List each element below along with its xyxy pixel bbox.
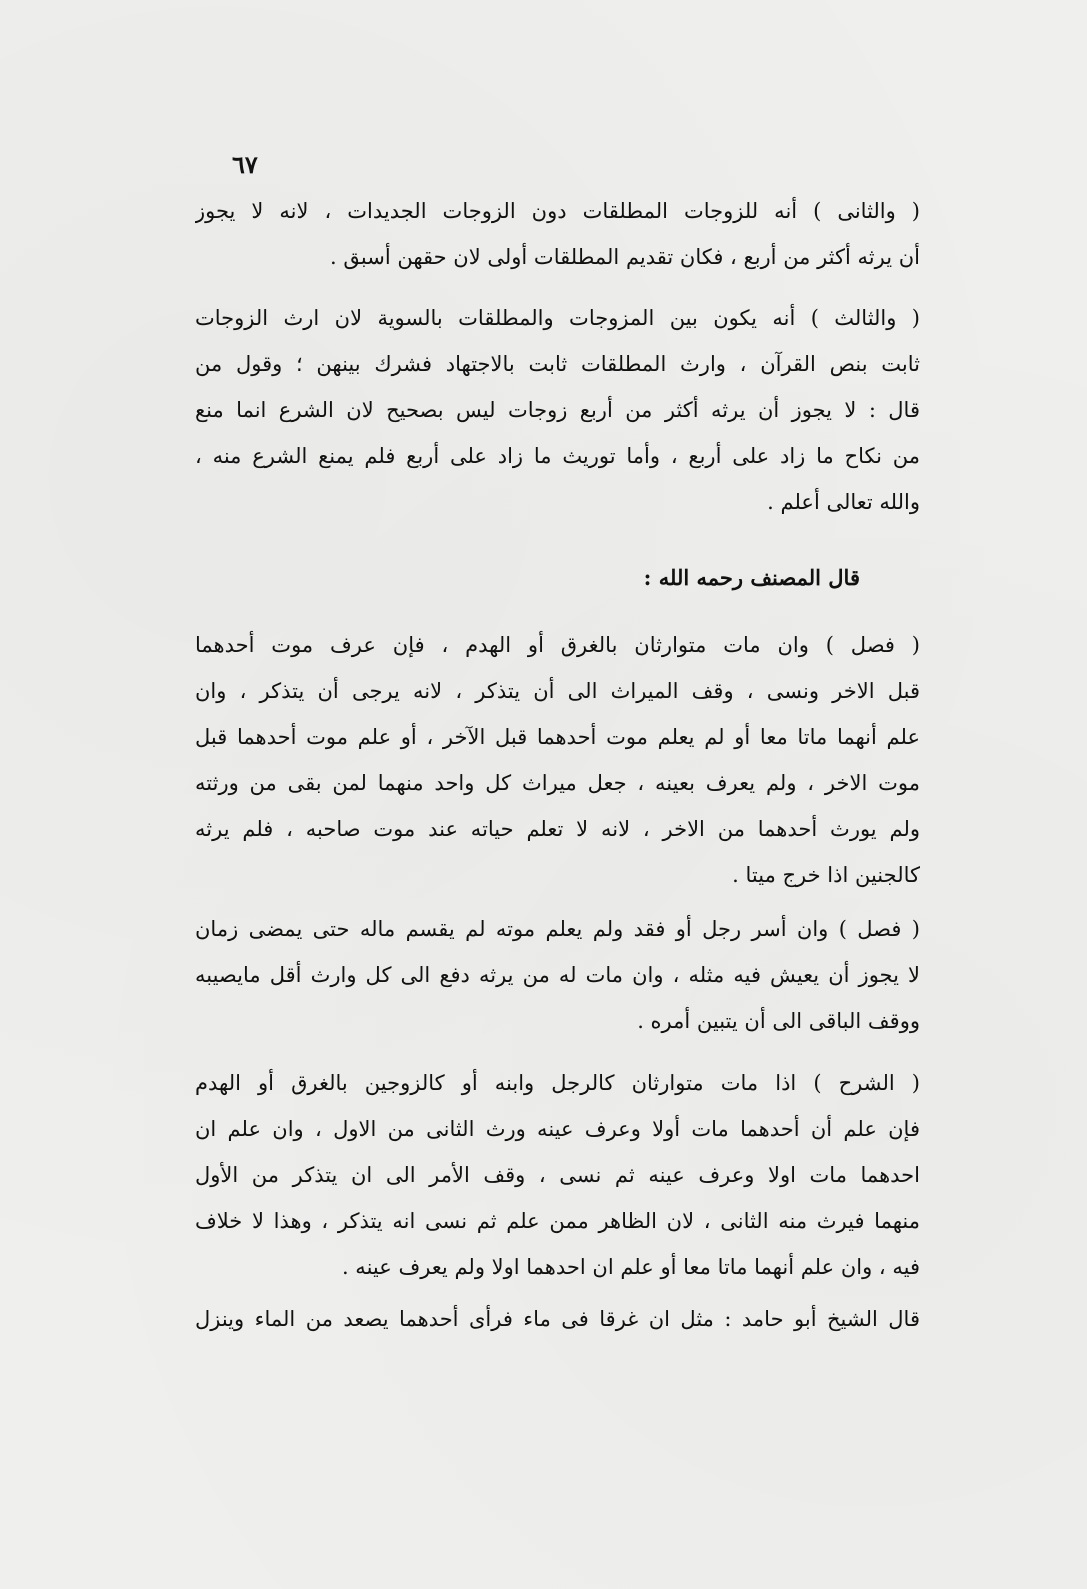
section-abu-hamid [195,1296,920,1342]
text-line: من نكاح ما زاد على أربع ، وأما توريث ما زاد على أربع فلم يمنع الشرع منه ، [195,444,920,468]
text-line: علم أنهما ماتا معا أو لم يعلم موت أحدهما قبل الآخر ، أو علم موت أحدهما قبل [195,725,920,749]
text-line: قال : لا يجوز أن يرثه أكثر من أربع زوجات ليس بصحيح لان الشرع انما منع [195,398,920,422]
text-line: ( فصل ) وان أسر رجل أو فقد ولم يعلم موته لم يقسم ماله حتى يمضى زمان [195,917,920,941]
text-line: احدهما مات اولا وعرف عينه ثم نسى ، وقف الأمر الى ان يتذكر من الأول [195,1163,920,1187]
section-fasl-drowning [195,622,920,898]
text-line: والله تعالى أعلم . [767,490,920,514]
text-line: قبل الاخر ونسى ، وقف الميراث الى أن يتذكر ، لانه يرجى أن يتذكر ، وان [195,679,920,703]
text-line: ووقف الباقى الى أن يتبين أمره . [637,1009,920,1033]
section-fasl-missing [195,906,920,1044]
page-number: ٦٧ [232,150,258,179]
paragraph-second-opinion [195,188,920,280]
text-line: كالجنين اذا خرج ميتا . [732,863,920,887]
text-line: فيه ، وان علم أنهما ماتا معا أو علم ان احدهما اولا ولم يعرف عينه . [341,1255,920,1279]
text-line: ( الشرح ) اذا مات متوارثان كالرجل وابنه أو كالزوجين بالغرق أو الهدم [195,1071,920,1095]
text-line: ( فصل ) وان مات متوارثان بالغرق أو الهدم ، فإن عرف موت أحدهما [195,633,920,657]
text-line: منهما فيرث منه الثانى ، لان الظاهر ممن علم ثم نسى انه يتذكر ، وهذا لا خلاف [195,1209,920,1233]
text-line: ولم يورث أحدهما من الاخر ، لانه لا تعلم حياته عند موت صاحبه ، فلم يرثه [195,817,920,841]
text-line: ثابت بنص القرآن ، وارث المطلقات ثابت بالاجتهاد فشرك بينهن ؛ وقول من [195,352,920,376]
text-line: لا يجوز أن يعيش فيه مثله ، وان مات له من يرثه دفع الى كل وارث أقل مايصيبه [195,963,920,987]
text-line: موت الاخر ، ولم يعرف بعينه ، جعل ميراث كل واحد منهما لمن بقى من ورثته [195,771,920,795]
text-line: قال الشيخ أبو حامد : مثل ان غرقا فى ماء فرأى أحدهما يصعد من الماء وينزل [195,1307,920,1331]
text-line: أن يرثه أكثر من أربع ، فكان تقديم المطلقات أولى لان حقهن أسبق . [330,245,920,269]
text-line: ( والثانى ) أنه للزوجات المطلقات دون الزوجات الجديدات ، لانه لا يجوز [195,199,920,223]
text-line: فإن علم أن أحدهما مات أولا وعرف عينه ورث الثانى من الاول ، وان علم ان [195,1117,920,1141]
text-line: ( والثالث ) أنه يكون بين المزوجات والمطلقات بالسوية لان ارث الزوجات [195,306,920,330]
paragraph-third-opinion [195,295,920,525]
section-heading: قال المصنف رحمه الله : [643,565,860,590]
section-commentary [195,1060,920,1290]
